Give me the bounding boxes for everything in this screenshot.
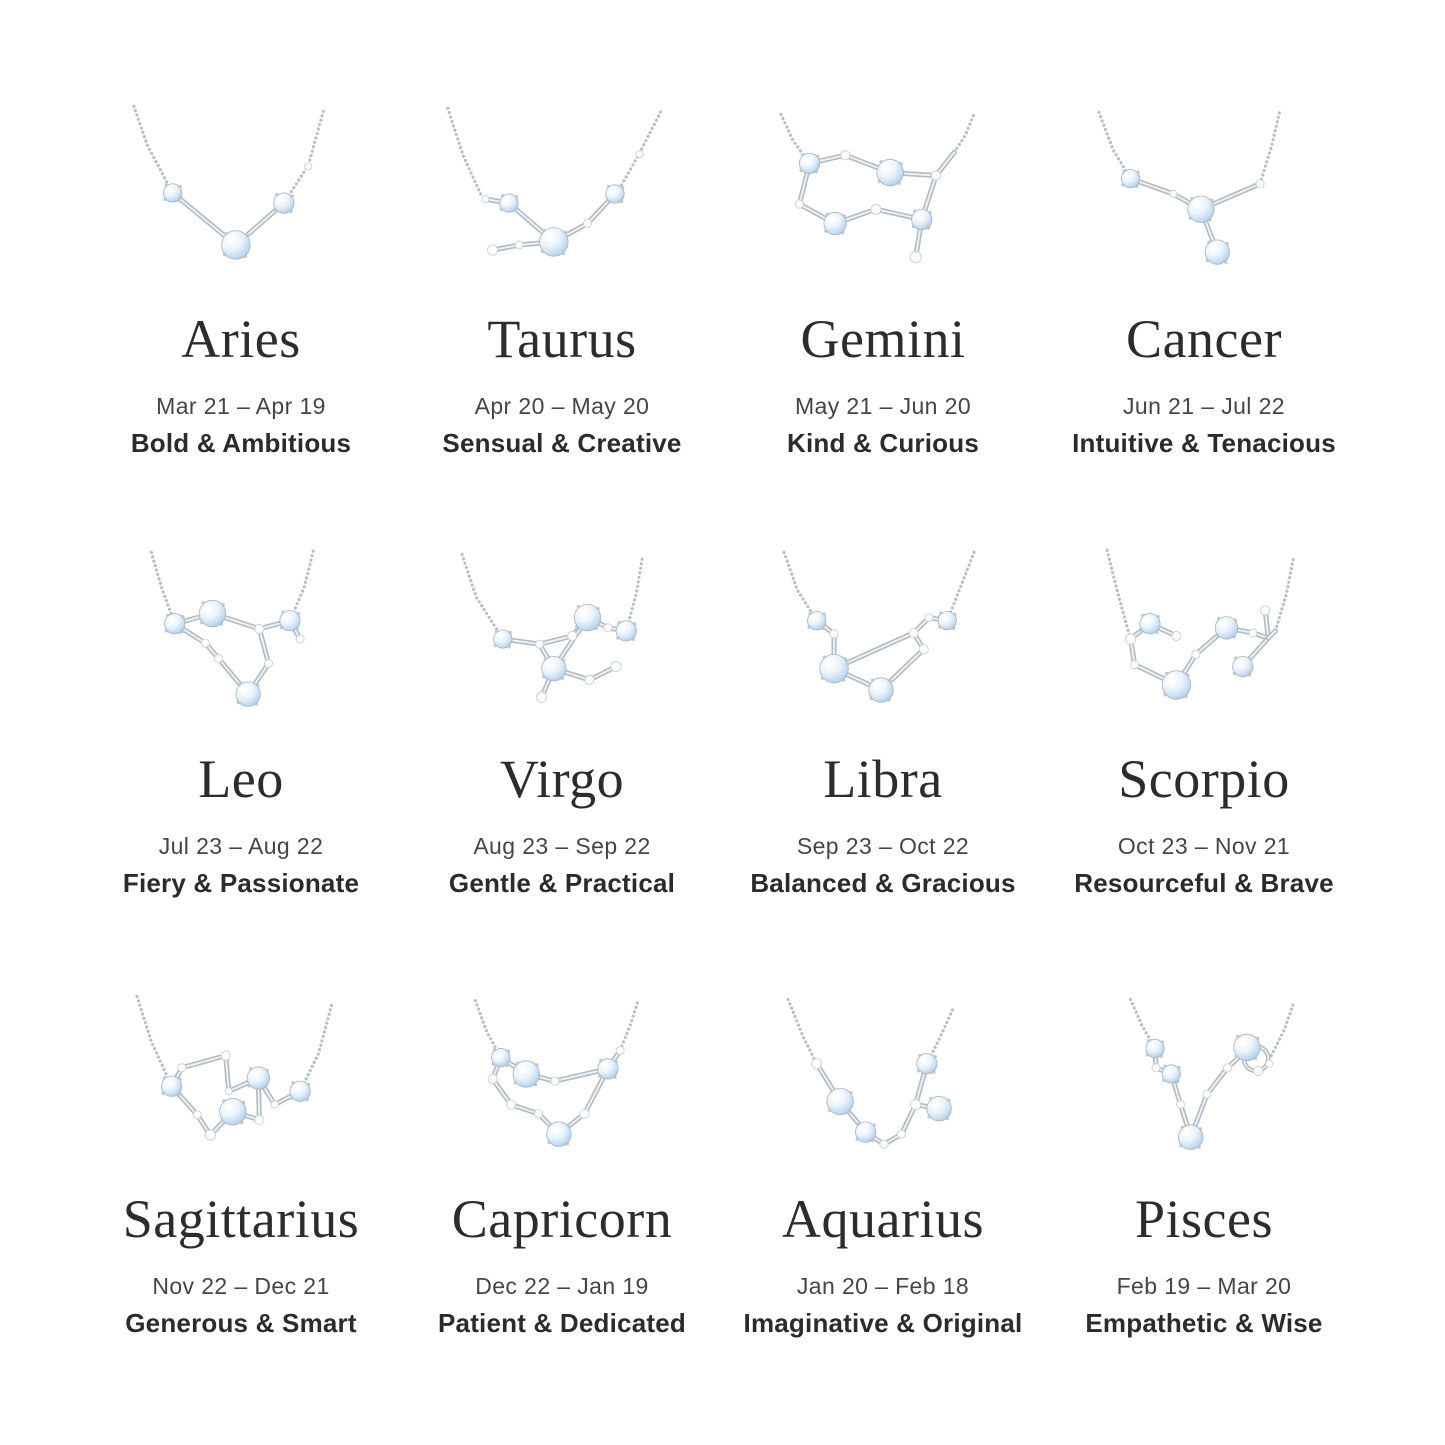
taurus-dates: Apr 20 – May 20 [474,393,650,420]
card-taurus [402,94,723,534]
card-virgo [402,534,723,974]
card-sagittarius [81,974,402,1414]
card-aquarius [723,974,1044,1414]
libra-necklace-image [733,534,1033,738]
pisces-dates: Feb 19 – Mar 20 [1116,1273,1292,1300]
sagittarius-name: Sagittarius [122,1189,360,1249]
capricorn-traits: Patient & Dedicated [438,1308,686,1339]
aquarius-name: Aquarius [782,1189,984,1249]
libra-name: Libra [823,749,943,809]
card-pisces [1044,974,1365,1414]
pisces-name: Pisces [1135,1189,1273,1249]
aquarius-traits: Imaginative & Original [743,1308,1023,1339]
leo-dates: Jul 23 – Aug 22 [158,833,324,860]
sagittarius-dates: Nov 22 – Dec 21 [152,1273,330,1300]
scorpio-necklace-image [1054,534,1354,738]
capricorn-necklace-image [412,974,712,1178]
card-aries [81,94,402,534]
libra-dates: Sep 23 – Oct 22 [796,833,970,860]
sagittarius-necklace-image [91,974,391,1178]
virgo-name: Virgo [499,749,625,809]
gemini-necklace-image [733,94,1033,298]
aries-traits: Bold & Ambitious [130,428,352,459]
aries-necklace-image [91,94,391,298]
libra-traits: Balanced & Gracious [750,868,1016,899]
leo-traits: Fiery & Passionate [122,868,360,899]
taurus-name: Taurus [487,309,637,369]
card-gemini [723,94,1044,534]
card-libra [723,534,1044,974]
gemini-name: Gemini [800,309,966,369]
leo-necklace-image [91,534,391,738]
aries-name: Aries [181,309,301,369]
scorpio-name: Scorpio [1118,749,1290,809]
taurus-necklace-image [412,94,712,298]
virgo-dates: Aug 23 – Sep 22 [473,833,651,860]
cancer-traits: Intuitive & Tenacious [1072,428,1336,459]
cancer-dates: Jun 21 – Jul 22 [1122,393,1285,420]
aquarius-necklace-image [733,974,1033,1178]
card-capricorn [402,974,723,1414]
gemini-traits: Kind & Curious [786,428,979,459]
capricorn-dates: Dec 22 – Jan 19 [475,1273,649,1300]
pisces-traits: Empathetic & Wise [1085,1308,1323,1339]
scorpio-traits: Resourceful & Brave [1074,868,1334,899]
aquarius-dates: Jan 20 – Feb 18 [796,1273,970,1300]
sagittarius-traits: Generous & Smart [125,1308,357,1339]
gemini-dates: May 21 – Jun 20 [794,393,972,420]
taurus-traits: Sensual & Creative [442,428,682,459]
aries-dates: Mar 21 – Apr 19 [156,393,326,420]
scorpio-dates: Oct 23 – Nov 21 [1117,833,1291,860]
card-leo [81,534,402,974]
cancer-name: Cancer [1126,309,1282,369]
cancer-necklace-image [1054,94,1354,298]
leo-name: Leo [198,749,284,809]
capricorn-name: Capricorn [451,1189,673,1249]
virgo-necklace-image [412,534,712,738]
pisces-necklace-image [1054,974,1354,1178]
card-cancer [1044,94,1365,534]
virgo-traits: Gentle & Practical [448,868,676,899]
card-scorpio [1044,534,1365,974]
